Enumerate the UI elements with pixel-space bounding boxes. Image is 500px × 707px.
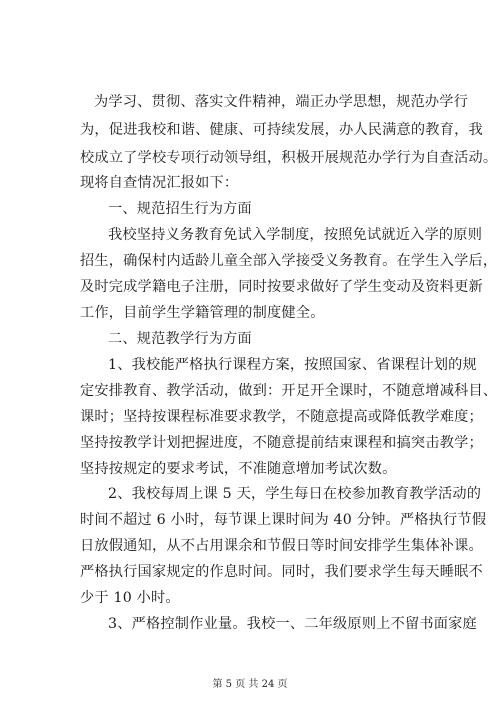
section-heading: 一、规范招生行为方面 [108, 201, 252, 217]
paragraph-line: 为学习、贯彻、落实文件精神，端正办学思想，规范办学行 [94, 94, 469, 110]
paragraph-line: 校成立了学校专项行动领导组，积极开展规范办学行为自查活动。 [80, 150, 498, 166]
paragraph-line: 工作，目前学生学籍管理的制度健全。 [80, 305, 325, 321]
paragraph-line: 日放假通知，从不占用课余和节假日等时间安排学生集体补课。 [80, 538, 483, 554]
paragraph-line: 招生，确保村内适龄儿童全部入学接受义务教育。在学生入学后， [80, 253, 498, 269]
paragraph-line: 现将自查情况汇报如下： [80, 175, 239, 191]
paragraph-line: 严格执行国家规定的作息时间。同时，我们要求学生每天睡眠不 [80, 564, 483, 580]
section-heading: 二、规范教学行为方面 [108, 331, 252, 347]
paragraph-line: 3、严格控制作业量。我校一、二年级原则上不留书面家庭 [108, 616, 477, 632]
paragraph-line: 坚持按教学计划把握进度，不随意提前结束课程和搞突击教学； [80, 435, 483, 451]
paragraph-line: 课时；坚持按课程标准要求教学，不随意提高或降低教学难度； [80, 409, 483, 425]
paragraph-line: 为，促进我校和谐、健康、可持续发展，办人民满意的教育，我 [80, 122, 483, 138]
paragraph-line: 1、我校能严格执行课程方案，按照国家、省课程计划的规 [108, 357, 477, 373]
page-number-footer: 第 5 页 共 24 页 [212, 679, 288, 690]
paragraph-line: 定安排教育、教学活动，做到：开足开全课时，不随意增减科目、 [80, 383, 498, 399]
paragraph-line: 我校坚持义务教育免试入学制度，按照免试就近入学的原则 [108, 227, 483, 243]
paragraph-line: 2、我校每周上课 5 天，学生每日在校参加教育教学活动的 [108, 486, 482, 502]
paragraph-line: 时间不超过 6 小时，每节课上课时间为 40 分钟。严格执行节假 [80, 512, 487, 528]
paragraph-line: 及时完成学籍电子注册，同时按要求做好了学生变动及资料更新 [80, 279, 483, 295]
paragraph-line: 坚持按规定的要求考试，不准随意增加考试次数。 [80, 461, 397, 477]
paragraph-line: 少于 10 小时。 [80, 590, 180, 606]
